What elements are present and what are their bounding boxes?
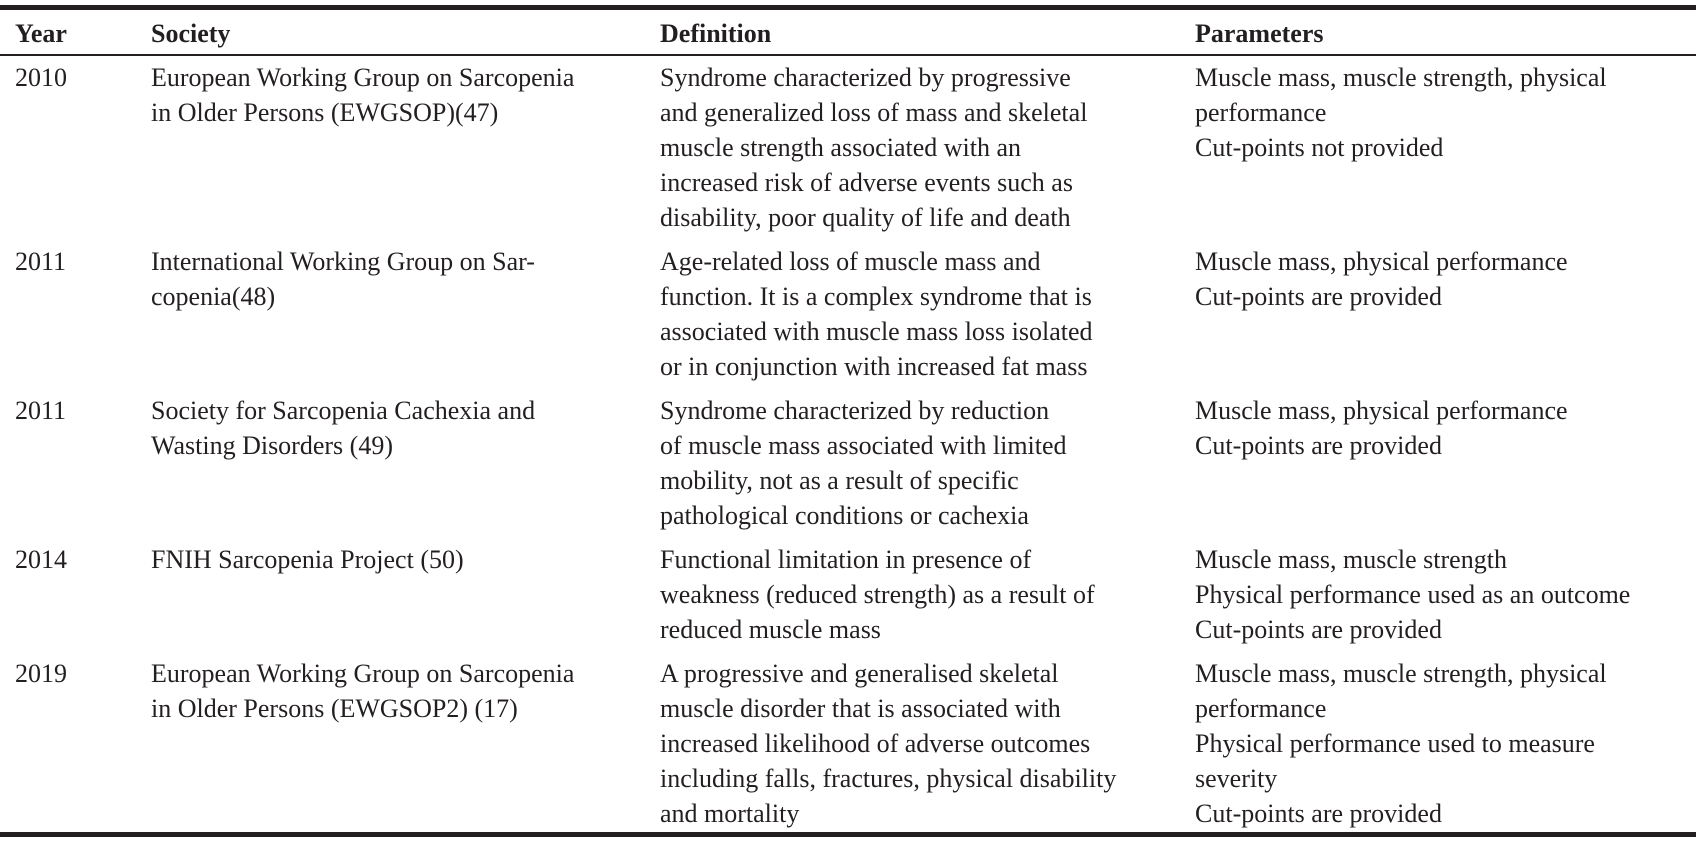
society-text-line: in Older Persons (EWGSOP2) (17) — [151, 694, 518, 723]
definition-text-line: pathological conditions or cachexia — [660, 501, 1029, 530]
definition-text-line: Syndrome characterized by reduction — [660, 396, 1050, 425]
definition-text-line: including falls, fractures, physical disability — [660, 764, 1117, 793]
table — [0, 10, 1696, 832]
parameters-text-line: Cut-points are provided — [1195, 799, 1442, 828]
year-text: 2019 — [15, 659, 67, 688]
cell-parameters — [1195, 393, 1696, 542]
definition-text-line: or in conjunction with increased fat mass — [660, 352, 1088, 381]
definition-text-line: A progressive and generalised skeletal — [660, 659, 1059, 688]
definitions-table — [0, 5, 1696, 837]
table-row — [0, 542, 1696, 656]
table-header-row — [0, 10, 1696, 54]
cell-parameters — [1195, 542, 1696, 656]
table-bottom-rule — [0, 832, 1696, 837]
table-row — [0, 656, 1696, 832]
cell-definition — [660, 656, 1195, 832]
year-text: 2010 — [15, 63, 67, 92]
parameters-text-line: Cut-points are provided — [1195, 431, 1442, 460]
definition-text-line: Age-related loss of muscle mass and — [660, 247, 1041, 276]
parameters-text-line: severity — [1195, 764, 1278, 793]
cell-definition — [660, 542, 1195, 656]
cell-parameters — [1195, 656, 1696, 832]
definition-text-line: and generalized loss of mass and skeletal — [660, 98, 1088, 127]
parameters-text-line: Muscle mass, muscle strength — [1195, 545, 1507, 574]
header-definition: Definition — [660, 19, 772, 48]
table-body — [0, 56, 1696, 832]
society-text-line: European Working Group on Sarcopenia — [151, 659, 575, 688]
definition-text-line: disability, poor quality of life and death — [660, 203, 1071, 232]
parameters-text-line: performance — [1195, 98, 1327, 127]
year-text: 2014 — [15, 545, 67, 574]
definition-text-line: reduced muscle mass — [660, 615, 881, 644]
cell-year — [0, 393, 151, 542]
society-text-line: Society for Sarcopenia Cachexia and — [151, 396, 536, 425]
parameters-text-line: performance — [1195, 694, 1327, 723]
definition-text-line: increased risk of adverse events such as — [660, 168, 1073, 197]
definition-text-line: Syndrome characterized by progressive — [660, 63, 1071, 92]
parameters-text-line: Cut-points are provided — [1195, 615, 1442, 644]
parameters-text-line: Muscle mass, physical performance — [1195, 396, 1568, 425]
cell-society — [151, 542, 660, 656]
society-text-line: copenia(48) — [151, 282, 276, 311]
parameters-text-line: Physical performance used to measure — [1195, 729, 1595, 758]
header-society: Society — [151, 19, 231, 48]
society-text-line: Wasting Disorders (49) — [151, 431, 393, 460]
society-text-line: European Working Group on Sarcopenia — [151, 63, 575, 92]
cell-society — [151, 656, 660, 832]
parameters-text-line: Cut-points are provided — [1195, 282, 1442, 311]
cell-parameters — [1195, 56, 1696, 244]
definition-text-line: and mortality — [660, 799, 800, 828]
definition-text-line: muscle disorder that is associated with — [660, 694, 1061, 723]
cell-definition — [660, 393, 1195, 542]
cell-year — [0, 656, 151, 832]
definition-text-line: increased likelihood of adverse outcomes — [660, 729, 1091, 758]
cell-year — [0, 244, 151, 393]
header-parameters: Parameters — [1195, 19, 1324, 48]
definition-text-line: associated with muscle mass loss isolated — [660, 317, 1093, 346]
header-year: Year — [15, 19, 67, 48]
society-text-line: in Older Persons (EWGSOP)(47) — [151, 98, 499, 127]
cell-definition — [660, 244, 1195, 393]
cell-society — [151, 393, 660, 542]
parameters-text-line: Muscle mass, physical performance — [1195, 247, 1568, 276]
parameters-text-line: Muscle mass, muscle strength, physical — [1195, 659, 1607, 688]
definition-text-line: of muscle mass associated with limited — [660, 431, 1067, 460]
year-text: 2011 — [15, 396, 67, 425]
parameters-text-line: Physical performance used as an outcome — [1195, 580, 1631, 609]
cell-society — [151, 56, 660, 244]
year-text: 2011 — [15, 247, 67, 276]
cell-parameters — [1195, 244, 1696, 393]
definition-text-line: weakness (reduced strength) as a result of — [660, 580, 1095, 609]
cell-year — [0, 56, 151, 244]
table-row — [0, 244, 1696, 393]
cell-definition — [660, 56, 1195, 244]
table-row — [0, 393, 1696, 542]
parameters-text-line: Cut-points not provided — [1195, 133, 1444, 162]
table-row — [0, 56, 1696, 244]
definition-text-line: function. It is a complex syndrome that is — [660, 282, 1092, 311]
definition-text-line: Functional limitation in presence of — [660, 545, 1032, 574]
society-text-line: International Working Group on Sar- — [151, 247, 535, 276]
definition-text-line: mobility, not as a result of specific — [660, 466, 1019, 495]
society-text-line: FNIH Sarcopenia Project (50) — [151, 545, 464, 574]
definition-text-line: muscle strength associated with an — [660, 133, 1022, 162]
cell-year — [0, 542, 151, 656]
parameters-text-line: Muscle mass, muscle strength, physical — [1195, 63, 1607, 92]
cell-society — [151, 244, 660, 393]
